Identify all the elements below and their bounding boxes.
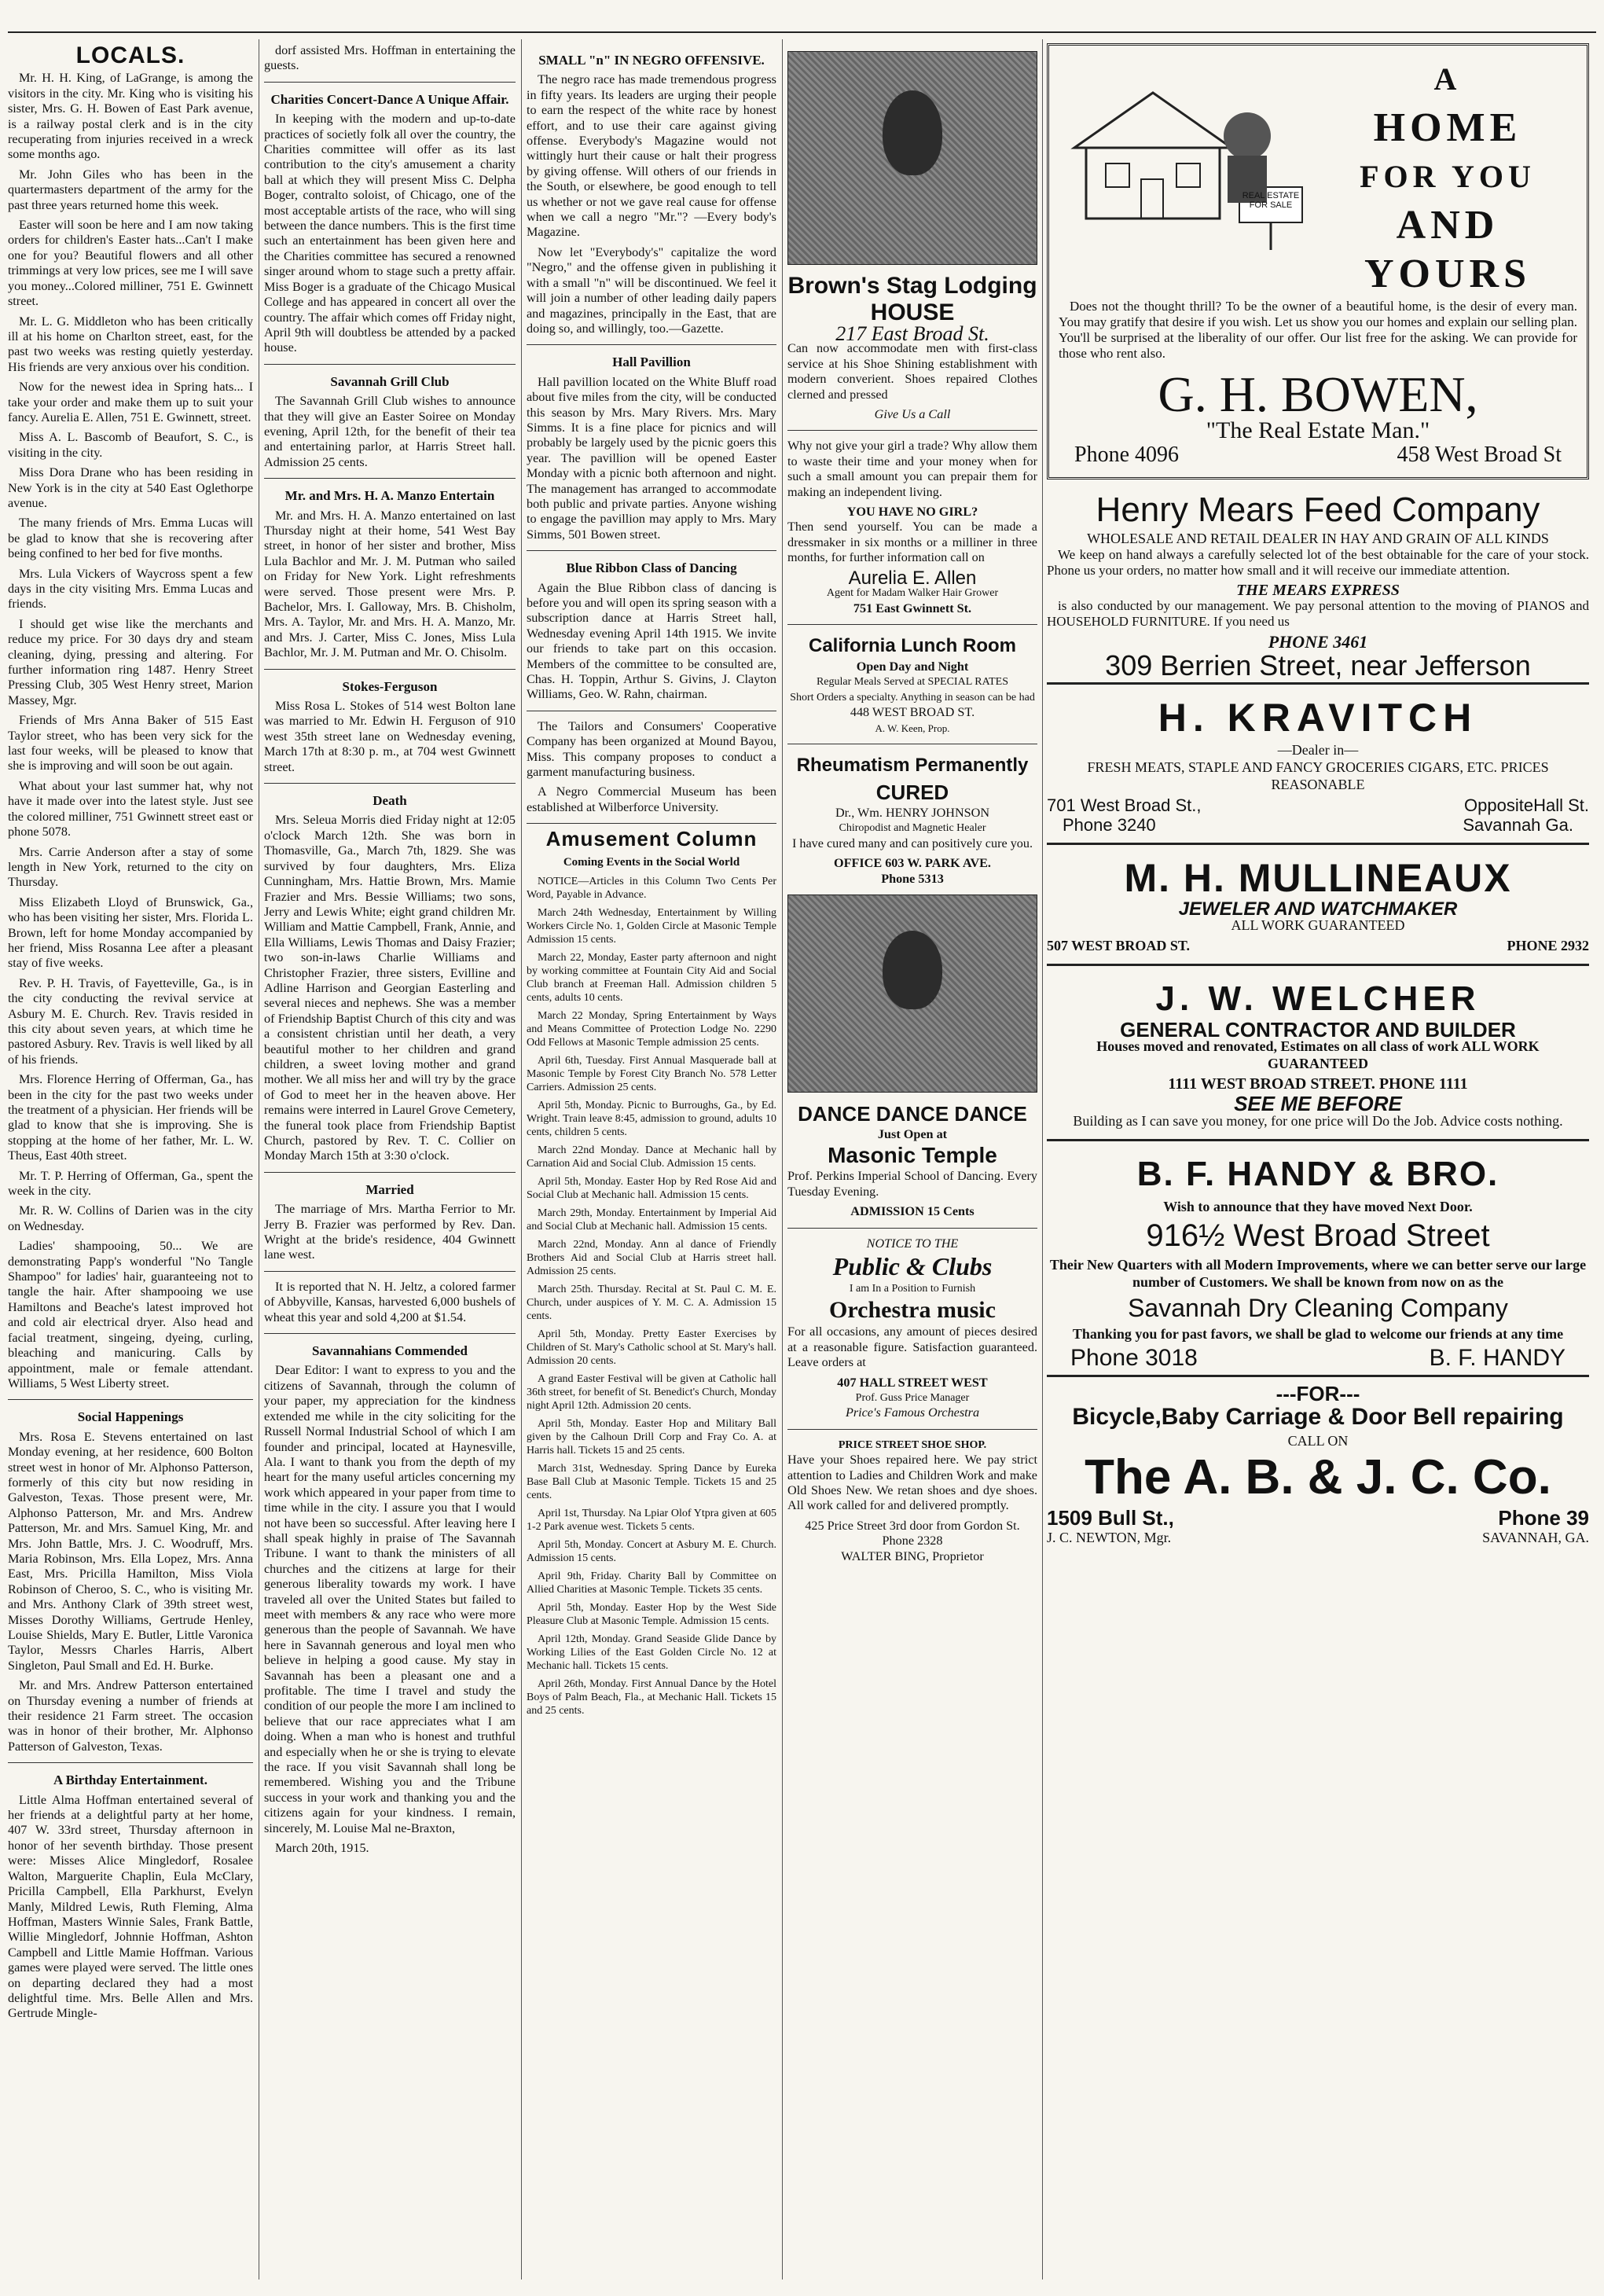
event-item: March 22 Monday, Spring Entertainment by Ways and Means Committee of Protection Lodge No. 2290 Odd Fellows at Masonic Temple admission 25 cents. <box>527 1010 776 1049</box>
mullineaux-sub: JEWELER AND WATCHMAKER <box>1178 898 1458 920</box>
column-locals <box>8 43 253 2283</box>
local-item: Mr. R. W. Collins of Darien was in the city on Wednesday. <box>8 1203 253 1233</box>
social-item: Mr. and Mrs. Andrew Patterson entertained on Thursday evening a number of friends at their residence 21 Farm street. The occasion was in honor of their brother, Mr. Alphonso Patterson of Galveston, Texas. <box>8 1678 253 1754</box>
event-item: April 1st, Thursday. Na Lpiar Olof Ytpra given at 605 1-2 Park avenue west. Tickets 5 cents. <box>527 1508 776 1534</box>
mears-text: We keep on hand always a carefully selected lot of the best obtainable for the care of your stock. Phone us your orders, no matter how small and it will receive our immediate attention. <box>1047 546 1589 578</box>
orchestra-manager: Prof. Guss Price Manager <box>855 1392 970 1405</box>
divider <box>787 1429 1037 1430</box>
kravitch-opposite: OppositeHall St. <box>1464 795 1589 816</box>
married-heading: Married <box>365 1181 414 1197</box>
welcher-text-2: Building as I can save you money, for one price will Do the Job. Advice costs nothing. <box>1073 1112 1563 1129</box>
handy-address: 916½ West Broad Street <box>1146 1218 1490 1253</box>
ribbon-text: Again the Blue Ribbon class of dancing is before you and will open its spring season with a subscription dance at Harris Street hall, Wednesday evening April 14th 1915. We invite our friends to take part on this occasion. Members of the committee to be consulted are, Chas. H. Toppin, Arthur S. Givins, J. Clayton Williams, Geo. W. Rahn, chairman. <box>527 580 776 702</box>
girl-agent: Agent for Madam Walker Hair Grower <box>826 587 999 600</box>
mullineaux-title: M. H. MULLINEAUX <box>1124 855 1512 900</box>
event-item: April 5th, Monday. Concert at Asbury M. E. Church. Admission 15 cents. <box>527 1539 776 1565</box>
kravitch-phone: Phone 3240 <box>1063 815 1156 836</box>
rheumatism-title-line: Chiropodist and Magnetic Healer <box>839 822 986 835</box>
birthday-text: Little Alma Hoffman entertained several of her friends at a delightful party at her home, 407 W. 33rd street, Thursday afternoon in honor of her seventh birthday. Those present were: Misses Alice Mingledorf, Rosalee Walton, Marguerite Chaplin, Eula McClary, Pricilla Campbell, Ella Parkhurst, Evelyn Manly, Mildred Lewis, Ruth Fleming, Alma Hoffman, Masters Winnie Sales, Frank Battle, Willie Mingledorf, Johnnie Hoffman, Ashton Campbell and Little Mamie Hoffman. Various games were played were served. The little ones on departing declared they had a most delightful time. Mrs. Belle Allen and Mrs. Gertrude Mingle- <box>8 1792 253 2021</box>
hall-heading: Hall Pavillion <box>612 355 691 370</box>
dance-place: Masonic Temple <box>828 1143 997 1168</box>
local-item: Mr. John Giles who has been in the quartermasters department of the army for the past three years returned home this week. <box>8 167 253 212</box>
dance-admission: ADMISSION 15 Cents <box>850 1204 975 1219</box>
divider <box>264 783 516 784</box>
divider <box>1047 682 1589 685</box>
small-n-items <box>527 72 776 336</box>
divider <box>264 669 516 670</box>
handy-sub: Wish to announce that they have moved Next Door. <box>1163 1198 1473 1214</box>
california-open: Open Day and Night <box>856 659 969 674</box>
dance-title: DANCE DANCE DANCE <box>798 1101 1027 1126</box>
public-clubs: Public & Clubs <box>832 1252 993 1280</box>
local-item: Now for the newest idea in Spring hats... I take your order and make them up to suit your fancy. Aurelia E. Allen, 751 E. Gwinnett, street. <box>8 380 253 424</box>
welcher-see: SEE ME BEFORE <box>1234 1092 1402 1116</box>
museum-text: A Negro Commercial Museum has been established at Wilberforce University. <box>527 784 776 814</box>
dance-open: Just Open at <box>877 1126 948 1141</box>
event-item: April 5th, Monday. Easter Hop by Red Rose Aid and Social Club at Mechanic hall. Admission 15 cents. <box>527 1176 776 1202</box>
event-item: April 5th, Monday. Pretty Easter Exercises by Children of St. Mary's Catholic school at St. Mary's hall. Admission 20 cents. <box>527 1328 776 1368</box>
charities-text: In keeping with the modern and up-to-date practices of societly folk all over the country, the Charities committee will offer as its last contribution to the city's amusement a charity ball at which they will present Miss C. Delpha Boger, contralto soloist, of Chicago, one of the most acceptable artists of the race, who will sing between the dance numbers. This is the first time such an entertainment has been given here and the Charities committee has secured a renowned singer around whom to stage such a pretty affair. Miss Boger is a graduate of the Chicago Musical College and has appeared in concert all over the country. The affair which comes off Friday night, April 9th will doubtless be attended by a packed house. <box>264 112 516 355</box>
kravitch-title: H. KRAVITCH <box>1158 696 1478 740</box>
mullineaux-address: 507 WEST BROAD ST. <box>1047 938 1191 954</box>
local-item: Mrs. Florence Herring of Offerman, Ga., has been in the city for the past two weeks under the treatment of a physician. Her friends will be glad to know that she is improving. She is stopping at the home of her father, Mr. L. W. Theus, East 40th street. <box>8 1072 253 1163</box>
notice-to: NOTICE TO THE <box>866 1236 959 1251</box>
divider <box>527 550 776 551</box>
abjc-manager: J. C. NEWTON, Mgr. <box>1047 1530 1172 1546</box>
divider <box>8 1762 253 1763</box>
social-heading: Social Happenings <box>77 1409 184 1425</box>
kravitch-dealer: —Dealer in— <box>1277 742 1359 759</box>
lead-text: dorf assisted Mrs. Hoffman in entertaining the guests. <box>264 43 516 73</box>
california-meals: Regular Meals Served at SPECIAL RATES <box>816 676 1009 689</box>
hall-text: Hall pavillion located on the White Bluff road about five miles from the city, will be conducted this season by Mrs. Mary Rivers. Mrs. Mary Simms. It is a fine place for picnics and will probably be largely used by the picnic goers this year. The pavillion will be opened Easter Monday with a picnic both afternoon and night. The management has arranged to accommodate both public and private parties. Anyone wishing to engage the pavillion may apply to Mrs. Mary Simms, 501 Bowen street. <box>527 374 776 542</box>
rheumatism-office: OFFICE 603 W. PARK AVE. <box>834 856 991 871</box>
mullineaux-sub-2: ALL WORK GUARANTEED <box>1231 917 1405 934</box>
kravitch-city: Savannah Ga. <box>1463 815 1573 836</box>
column-display-ads <box>1047 43 1589 2283</box>
mullineaux-phone: PHONE 2932 <box>1507 938 1589 954</box>
for-heading: ---FOR--- <box>1275 1382 1360 1406</box>
bike-heading: Bicycle,Baby Carriage & Door Bell repairing <box>1072 1403 1564 1430</box>
bowen-phone: Phone 4096 <box>1074 443 1179 468</box>
amusement-notice: NOTICE—Articles in this Column Two Cents Per Word, Payable in Advance. <box>527 876 776 902</box>
manzo-text: Mr. and Mrs. H. A. Manzo entertained on last Thursday night at their home, 541 West Bay street, in honor of her sister and brother, Miss Lula Bachlor and Mr. J. M. Putman who sailed on Friday for New York. Light refreshments were served. Those present were Mrs. P. Bachelor, Mrs. I. Galloway, Mrs. B. Chisholm, Mrs. A. Taylor, Mr. and Mrs. H. A. Manzo, Mr. and Mrs. J. Carter, Miss C. Jones, Miss Lula Bachlor, Mr. J. M. Putman and Mr. O. Chisolm. <box>264 508 516 660</box>
house-icon <box>1059 61 1318 266</box>
home-for-you: FOR YOU <box>1360 159 1536 194</box>
event-item: April 5th, Monday. Easter Hop and Military Ball given by the Calhoun Drill Corp and Fray Co. A. at Harris hall. Tickets 15 and 25 cents. <box>527 1418 776 1457</box>
divider <box>1047 843 1589 845</box>
orchestra-text: For all occasions, any amount of pieces desired at a reasonable figure. Satisfaction guaranteed. Leave orders at <box>787 1324 1037 1370</box>
local-item: Mr. L. G. Middleton who has been critically ill at his home on Charlton street, east, for the past two weeks was resting quietly yesterday. His friends are very anxious over his condition. <box>8 314 253 374</box>
browns-text: Can now accommodate men with first-class service at his Shoe Shining establishment with modern converient. Shoes repaired Clothes clerned and pressed <box>787 341 1037 402</box>
kravitch-address: 701 West Broad St., <box>1047 795 1202 816</box>
married-text: The marriage of Mrs. Martha Ferrior to Mr. Jerry B. Frazier was performed by Rev. Dan. Wright at the bride's residence, 404 Gwinnett lane west. <box>264 1202 516 1262</box>
dance-text: Prof. Perkins Imperial School of Dancing. Every Tuesday Evening. <box>787 1169 1037 1199</box>
shoe-address: 425 Price Street 3rd door from Gordon St. <box>805 1518 1020 1533</box>
abjc-city: SAVANNAH, GA. <box>1482 1530 1589 1546</box>
local-item: Mr. H. H. King, of LaGrange, is among the visitors in the city. Mr. King who is visiting his sister, Mrs. G. H. Bowen of East Park avenue, is a railway postal clerk and is in the city recuperating from injuries received in a wreck some months ago. <box>8 71 253 162</box>
tailors-text: The Tailors and Consumers' Cooperative Company has been organized at Mound Bayou, Miss. This company proposes to conduct a garment manufacturing business. <box>527 718 776 780</box>
column-rule <box>1042 39 1043 2279</box>
home-title: HOME <box>1373 105 1522 150</box>
small-n-heading: SMALL "n" IN NEGRO OFFENSIVE. <box>538 53 765 68</box>
bowen-name: G. H. BOWEN, <box>1158 366 1478 422</box>
local-item: I should get wise like the merchants and reduce my price. For 30 days dry and steam cleaning, dying, pressing and altering. For further information ring 1487. Henry Street Pressing Club, 305 West Henry street, Marion Massey, Mgr. <box>8 616 253 707</box>
charities-heading: Charities Concert-Dance A Unique Affair. <box>270 91 509 107</box>
death-heading: Death <box>373 793 407 809</box>
event-item: April 26th, Monday. First Annual Dance by the Hotel Boys of Palm Beach, Fla., at Mechanic Hall. Tickets 15 and 25 cents. <box>527 1678 776 1717</box>
call-on: CALL ON <box>1287 1432 1349 1449</box>
event-item: March 22nd Monday. Dance at Mechanic hall by Carnation Aid and Social Club. Admission 15 cents. <box>527 1144 776 1170</box>
local-item: Rev. P. H. Travis, of Fayetteville, Ga., is in the city conducting the revival service at Asbury M. E. Church. Rev. Travis resided in this city about seven years, at which time he pastored Asbury. Rev. Travis is well liked by all of his friends. <box>8 975 253 1067</box>
shoe-phone: Phone 2328 <box>882 1534 943 1548</box>
column-rule <box>521 39 522 2279</box>
manzo-heading: Mr. and Mrs. H. A. Manzo Entertain <box>284 488 495 504</box>
abjc-address: 1509 Bull St., <box>1047 1505 1174 1530</box>
portrait-face <box>883 931 942 1009</box>
mears-title: Henry Mears Feed Company <box>1096 490 1540 529</box>
abjc-phone: Phone 39 <box>1498 1505 1589 1530</box>
mears-address: 309 Berrien Street, near Jefferson <box>1105 648 1531 681</box>
top-rule <box>8 31 1596 33</box>
handy-name: B. F. HANDY <box>1429 1344 1565 1371</box>
shoe-heading: PRICE STREET SHOE SHOP. <box>838 1438 987 1451</box>
local-item: Mrs. Lula Vickers of Waycross spent a few days in the city visiting Mrs. Emma Lucas and friends. <box>8 566 253 612</box>
stokes-text: Miss Rosa L. Stokes of 514 west Bolton lane was married to Mr. Edwin H. Ferguson of 910 west 35th street lane on Wednesday evening, March 17th at 8:30 p. m., at 704 west Gwinnett street. <box>264 699 516 774</box>
divider <box>527 344 776 345</box>
mears-text-2: is also conducted by our management. We pay personal attention to the moving of PIANOS and HOUSEHOLD FURNITURE. If you need us <box>1047 598 1589 630</box>
birthday-heading: A Birthday Entertainment. <box>53 1773 207 1788</box>
handy-title: B. F. HANDY & BRO. <box>1136 1154 1499 1193</box>
local-item: Miss Elizabeth Lloyd of Brunswick, Ga., who has been visiting her sister, Mrs. Florida L. Brown, left for home Monday accompanied by her friend, Miss Rosanna Lee after a pleasant stay of five weeks. <box>8 895 253 971</box>
girl-text-2: Then send yourself. You can be made a dressmaker in six months or a milliner in three months, for further information call on <box>787 520 1037 565</box>
savannahians-heading: Savannahians Commended <box>312 1343 468 1359</box>
home-yours: YOURS <box>1364 252 1532 296</box>
grill-heading: Savannah Grill Club <box>330 373 450 389</box>
editorial-item: Now let "Everybody's" capitalize the word "Negro," and the offense given in publishing it with a small "n" will be discontinued. We feel it will join a number of other leading daily papers and magazines, principally in the East, that are doing so, and willingly, too.—Gazette. <box>527 244 776 336</box>
divider <box>8 1399 253 1400</box>
event-list <box>527 906 776 1717</box>
divider <box>264 478 516 479</box>
california-prop: A. W. Keen, Prop. <box>875 722 950 734</box>
home-a: A <box>1433 61 1462 97</box>
amusement-subheading: Coming Events in the Social World <box>563 855 740 869</box>
social-items <box>8 1430 253 1755</box>
california-text: Short Orders a specialty. Anything in season can be had <box>790 691 1035 703</box>
local-item: Miss A. L. Bascomb of Beaufort, S. C., is visiting in the city. <box>8 430 253 460</box>
california-title: California Lunch Room <box>809 634 1016 656</box>
divider <box>1047 1139 1589 1141</box>
rheumatism-doctor: Dr., Wm. HENRY JOHNSON <box>835 805 990 820</box>
home-and: AND <box>1396 203 1499 248</box>
column-ads <box>787 43 1037 2283</box>
amusement-heading: Amusement Column <box>545 827 758 851</box>
grill-text: The Savannah Grill Club wishes to announce that they will give an Easter Soiree on Monday evening, April 12th, for the benefit of their tea and entertaining parlor, at Harris Street hall. Admission 25 cents. <box>264 394 516 469</box>
newspaper-page <box>8 8 1596 2287</box>
mears-phone: PHONE 3461 <box>1268 632 1368 652</box>
event-item: April 9th, Friday. Charity Ball by Committee on Allied Charities at Masonic Temple. Tickets 35 cents. <box>527 1570 776 1596</box>
jeltz-text: It is reported that N. H. Jeltz, a colored farmer of Abbyville, Kansas, harvested 6,000 bushels of wheat this year and sold 4,200 at $1.54. <box>264 1279 516 1324</box>
sale-sign: REAL ESTATE FOR SALE <box>1242 191 1300 210</box>
divider <box>264 82 516 83</box>
event-item: March 31st, Wednesday. Spring Dance by Eureka Base Ball Club at Masonic Temple. Tickets 15 and 25 cents. <box>527 1463 776 1502</box>
divider <box>527 823 776 824</box>
handy-text: Their New Quarters with all Modern Improvements, where we can better serve our large number of Customers. We shall be known from now on as the <box>1049 1256 1587 1290</box>
event-item: March 22nd, Monday. Ann al dance of Friendly Brothers Aid and Social Club at Harris street hall. Admission 25 cents. <box>527 1239 776 1278</box>
event-item: April 5th, Monday. Easter Hop by the West Side Pleasure Club at Masonic Temple. Admission 15 cents. <box>527 1602 776 1628</box>
divider <box>264 1271 516 1272</box>
girl-text: Why not give your girl a trade? Why allow them to waste their time and your money when for such a small amount you can prepair them for making an independent living. <box>787 439 1037 499</box>
local-item: Mr. T. P. Herring of Offerman, Ga., spent the week in the city. <box>8 1168 253 1199</box>
welcher-sub: GENERAL CONTRACTOR AND BUILDER <box>1120 1017 1516 1041</box>
browns-call: Give Us a Call <box>874 407 951 422</box>
welcher-text: Houses moved and renovated, Estimates on all class of work ALL WORK GUARANTEED <box>1096 1038 1540 1072</box>
event-item: April 12th, Monday. Grand Seaside Glide Dance by Working Lilies of the East Golden Circle No. 12 at Mechanic hall. Tickets 15 cents. <box>527 1633 776 1673</box>
savannahians-text: Dear Editor: I want to express to you and the citizens of Savannah, through the column of your paper, my appreciation for the kindness extended me while in the city soliciting for the Russell Normal Industrial School of which I am founder and principal, located at Haynesville, Ala. I want to thank you from the depth of my heart for the many useful articles concerning my work which appeared in your paper from time to time while in the city. I assure you that I would not have been so successful. After leaving here I shall speak highly in praise of The Savannah Tribune. I want to thank the ministers of all churches and the citizens at large for their generous liberality towards my work. I have traveled all over the United States but failed to meet with members & any race who were more generous than the people of Savannah. We have here in Savannah generous and loyal men who believe in helping a good cause. My stay in Savannah has been a pleasant one and a profitable. The time I travel and study the condition of our people the more I am inclined to believe that our race appreciates what I am doing. When a man who is honest and truthful and especially when he or she is trying to elevate the race. If you visit Savannah shall long be remembered. Wishing you and the Tribune success in your work and thanking you and the citizens again for your kindness. I remain, sincerely, M. Louise Mal ne-Braxton, <box>264 1363 516 1835</box>
portrait-face <box>883 90 942 175</box>
ribbon-heading: Blue Ribbon Class of Dancing <box>566 560 737 576</box>
local-item: What about your last summer hat, why not have it made over into the latest style. Just see the colored milliner, 751 Gwinnett street east or phone 5078. <box>8 778 253 839</box>
shoe-text: Have your Shoes repaired here. We pay strict attention to Ladies and Children Work and make Old Shoes New. We retan shoes and dye shoes. All work called for and delivered promptly. <box>787 1453 1037 1513</box>
house-illustration <box>1059 61 1318 266</box>
girl-address: 751 East Gwinnett St. <box>853 601 972 615</box>
orchestra-title: Orchestra music <box>829 1297 996 1324</box>
divider <box>787 1228 1037 1229</box>
browns-address: 217 East Broad St. <box>835 322 989 345</box>
orchestra-intro: I am In a Position to Furnish <box>849 1283 976 1295</box>
divider <box>264 1172 516 1173</box>
shoe-proprietor: WALTER BING, Proprietor <box>841 1548 984 1563</box>
orchestra-name: Price's Famous Orchestra <box>845 1405 980 1420</box>
portrait-photo <box>787 51 1037 265</box>
event-item: April 6th, Tuesday. First Annual Masquerade ball at Masonic Temple by Forest City Branch No. 578 Letter Carriers. Admission 25 cents. <box>527 1055 776 1094</box>
event-item: March 29th, Monday. Entertainment by Imperial Aid and Social Club at Mechanic hall. Admission 15 cents. <box>527 1207 776 1233</box>
bowen-tagline: "The Real Estate Man." <box>1206 417 1430 443</box>
rheumatism-title: Rheumatism Permanently <box>796 754 1029 776</box>
local-item: Miss Dora Drane who has been residing in New York is in the city at 540 East Oglethorpe avenue. <box>8 465 253 510</box>
orchestra-address: 407 HALL STREET WEST <box>837 1375 988 1390</box>
california-address: 448 WEST BROAD ST. <box>850 705 975 720</box>
handy-company: Savannah Dry Cleaning Company <box>1128 1293 1508 1322</box>
girl-heading: YOU HAVE NO GIRL? <box>846 505 978 520</box>
girl-name: Aurelia E. Allen <box>848 567 977 589</box>
locals-heading: LOCALS. <box>75 43 185 68</box>
handy-phone: Phone 3018 <box>1070 1344 1198 1371</box>
mears-sub: WHOLESALE AND RETAIL DEALER IN HAY AND GRAIN OF ALL KINDS <box>1087 530 1549 546</box>
column-society <box>264 43 516 2283</box>
local-item: Easter will soon be here and I am now taking orders for children's Easter hats...Can't I make one for you? Beautiful flowers and all other trimmings at very low prices, see me I will save you money...Colored milliner, 751 E. Gwinnett street. <box>8 218 253 309</box>
welcher-address: 1111 WEST BROAD STREET. PHONE 1111 <box>1168 1075 1468 1093</box>
divider <box>1047 964 1589 966</box>
bowen-address: 458 West Broad St <box>1397 443 1562 468</box>
event-item: March 25th. Thursday. Recital at St. Paul C. M. E. Church, under auspices of Y. M. C. A. Admission 15 cents. <box>527 1284 776 1323</box>
welcher-title: J. W. WELCHER <box>1155 979 1481 1018</box>
local-item: The many friends of Mrs. Emma Lucas will be glad to know that she is recovering after being confined to her bed for five months. <box>8 516 253 561</box>
local-item: Mrs. Carrie Anderson after a stay of some length in New York, returned to the city on Thursday. <box>8 844 253 890</box>
death-text: Mrs. Seleua Morris died Friday night at 12:05 o'clock March 12th. She was born in Thomasville, Ga., March 7th, 1829. She was survived by four daughters, Mrs. Eliza Cunningham, Mrs. Hattie Brown, Mrs. Mamie Frazier and Mrs. Bessie Williams; two sons, Jerry and Lewis White; eight grand children Mr. William and Mattie Campbell, Frank, Annie, and Ella Williams, Lewis Thomas and Daisy Frazier; two son-in-laws Charlie Williams and Christopher Frazier, three sisters, Evilline and Adline Harrison and Georgian Easterling and several nieces and nephews. She was a member of Friendship Baptist Church of this city and was a consistent christian until her death, a very beautiful mother to her children and grand children, a sweet loving mother and grand mother. We all miss her and will try by the grace of God to meet her in the heaven above. Her remains were interred in Laurel Grove Cemetery, the funeral took place from Friendship Baptist Church, pastored by Rev. T. C. Collier on Monday March 15th at 3:30 o'clock. <box>264 813 516 1163</box>
divider <box>787 430 1037 431</box>
column-news <box>527 43 776 2283</box>
locals-items <box>8 71 253 1391</box>
local-item: Ladies' shampooing, 50... We are demonstrating Papp's wonderful "No Tangle Shampoo" for ladies' hair, guaranteeing not to tangle the hair. After shampooing we use Hamiltons and Beache's latest improved hot and cold air electrical dryer. Also head and facial treatment, singeing, dyeing, curling, bleaching and manicuring. Calls by appointment, male or female attendant. Williams, 5 West Liberty street. <box>8 1239 253 1390</box>
event-item: March 24th Wednesday, Entertainment by Willing Workers Circle No. 1, Golden Circle at Masonic Temple Admission 15 cents. <box>527 907 776 946</box>
abjc-title: The A. B. & J. C. Co. <box>1085 1449 1551 1504</box>
divider <box>787 624 1037 625</box>
divider <box>264 1333 516 1334</box>
local-item: Friends of Mrs Anna Baker of 515 East Taylor street, who has been very sick for the last four weeks, will be pleased to know that she is improving and will soon be out again. <box>8 713 253 773</box>
rheumatism-cured: CURED <box>875 780 949 804</box>
handy-thanks: Thanking you for past favors, we shall be glad to welcome our friends at any time <box>1072 1325 1564 1342</box>
browns-title: Brown's Stag Lodging HOUSE <box>787 273 1037 325</box>
event-item: March 22, Monday, Easter party afternoon and night by working committee at Fountain City Aid and Social Club branch at Freeman Hall. Admission children 5 cents, adults 10 cents. <box>527 952 776 1005</box>
portrait-photo-2 <box>787 895 1037 1093</box>
rheumatism-text: I have cured many and can positively cure you. <box>791 836 1033 850</box>
kravitch-text: FRESH MEATS, STAPLE AND FANCY GROCERIES CIGARS, ETC. PRICES REASONABLE <box>1087 759 1549 793</box>
stokes-heading: Stokes-Ferguson <box>342 678 438 694</box>
event-item: A grand Easter Festival will be given at Catholic hall 36th street, for benefit of St. Benedict's Church, Monday night April 12th. Admission 20 cents. <box>527 1373 776 1412</box>
column-rule <box>782 39 783 2279</box>
rheumatism-phone: Phone 5313 <box>881 871 944 886</box>
home-text: Does not the thought thrill? To be the owner of a beautiful home, is the desir of every man. You may gratify that desire if you wish. Let us show you our homes and explain our selling plan. You'll be surprised at the liberality of our offer. Our list free for the asking. We can provide for those who rent also. <box>1059 299 1577 361</box>
editorial-item: The negro race has made tremendous progress in fifty years. Its leaders are urging their people to earn the respect of the white race by honest effort, and to use their care against giving offense. Everybody's Magazine would not wittingly hurt their cause or halt their progress by giving offense. Will others of our friends in the South, or elsewhere, be good enough to tell us whether or not we gave real cause for offense when we call a negro "Mr."? —Every body's Magazine. <box>527 72 776 240</box>
event-item: April 5th, Monday. Picnic to Burroughs, Ga., by Ed. Wright. Train leave 8:45, admission to ground, adults 10 cents, children 5 cents. <box>527 1100 776 1139</box>
divider <box>1047 1375 1589 1377</box>
divider <box>264 364 516 365</box>
bowen-ad <box>1047 43 1589 479</box>
letter-date: March 20th, 1915. <box>275 1841 369 1856</box>
social-item: Mrs. Rosa E. Stevens entertained on last Monday evening, at her residence, 600 Bolton street west in honor of Mr. Alphonso Patterson, formerly of this city but now residing in Galveston, Texas. Those present were, Mr. Alphonso Patterson, Mr. and Mrs. Andrew Patterson, Mr. and Mrs. Samuel King, Mr. and Mrs. John Battle, Mrs. J. C. Woodruff, Mrs. Maria Robinson, Mrs. Ella Lopez, Mrs. Anna East, Mrs. Pricilla Hamilton, Miss Viola Robinson of Cheroo, S. C., who is visiting Mr. and Mrs. Anthony Clark of 39th street west, Misses Dorothy Williams, Gertrude Henley, Louise Shields, Mary E. Butler, Little Varonica Taylor, Messrs Charles Harris, Albert Singleton, Paul Small and Ed. H. Burke. <box>8 1429 253 1673</box>
mears-express: THE MEARS EXPRESS <box>1236 581 1400 599</box>
